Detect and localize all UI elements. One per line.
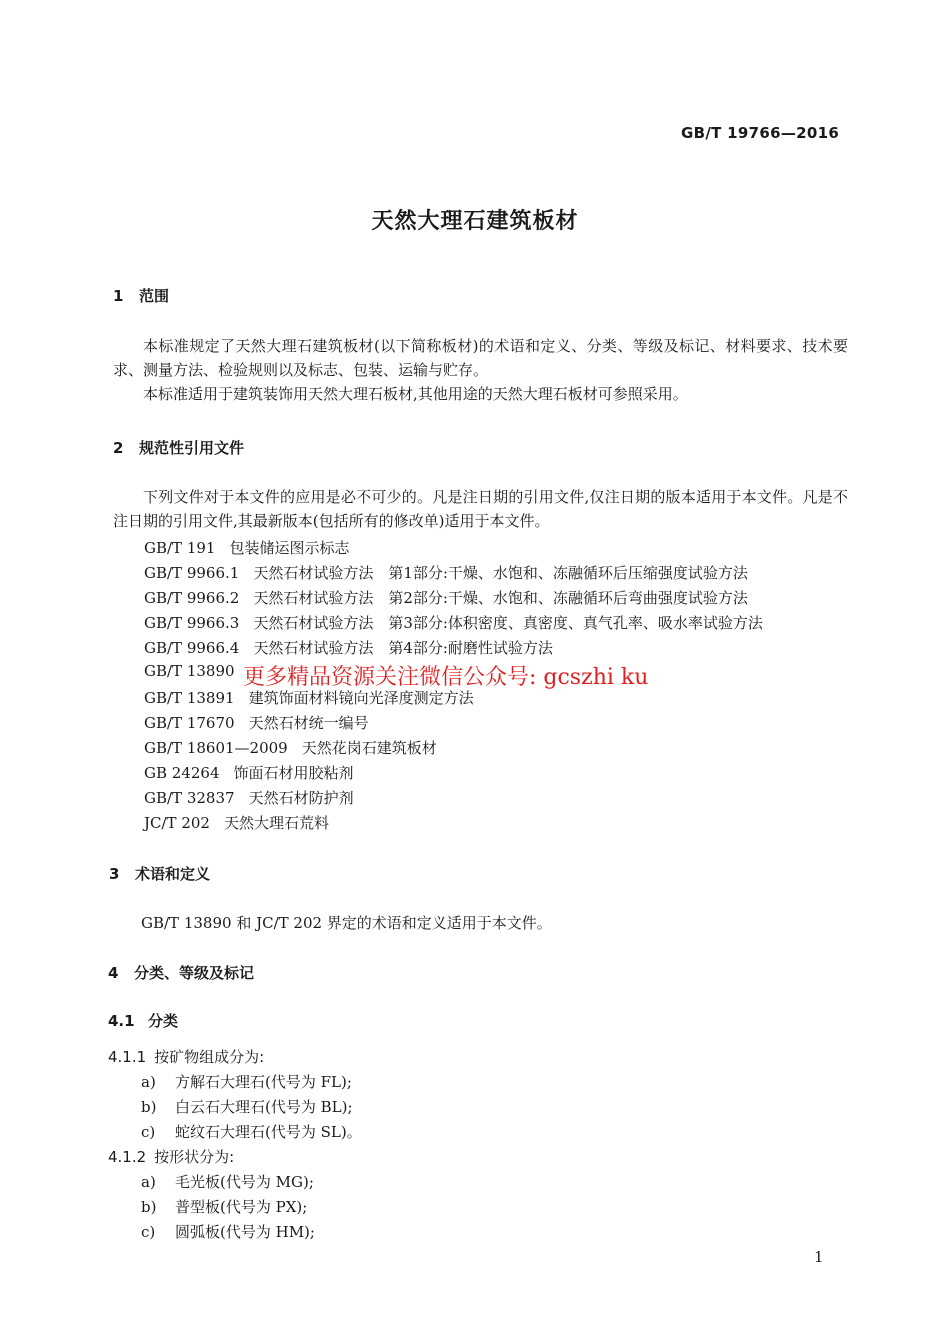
- reference-title: 天然石材防护剂: [248, 789, 354, 807]
- reference-title: 天然石材试验方法 第2部分:干燥、水饱和、冻融循环后弯曲强度试验方法: [253, 589, 748, 607]
- reference-title: 包装储运图示标志: [229, 539, 350, 557]
- clause-number: 4.1.1: [108, 1048, 147, 1066]
- page-number: 1: [814, 1248, 824, 1266]
- clause-4-1-2: [108, 1146, 234, 1167]
- list-text: 圆弧板(代号为 HM);: [175, 1223, 315, 1241]
- list-item: [141, 1096, 353, 1117]
- list-marker: c): [141, 1123, 156, 1141]
- list-marker: a): [141, 1173, 156, 1191]
- reference-item: [144, 537, 349, 558]
- list-marker: a): [141, 1073, 156, 1091]
- section-1-paragraph-1: 本标准规定了天然大理石建筑板材(以下简称板材)的术语和定义、分类、等级及标记、材料要求、技术要求、测量方法、检验规则以及标志、包装、运输与贮存。: [113, 337, 848, 379]
- section-number: 1: [113, 287, 124, 305]
- section-number: 3: [109, 865, 120, 883]
- subsection-title: 分类: [148, 1012, 179, 1030]
- reference-item: [144, 562, 748, 583]
- reference-title: 天然石材试验方法 第4部分:耐磨性试验方法: [253, 639, 553, 657]
- reference-title: 饰面石材用胶粘剂: [233, 764, 354, 782]
- reference-item: [144, 762, 354, 783]
- list-text: 蛇纹石大理石(代号为 SL)。: [175, 1123, 362, 1141]
- reference-item: [144, 812, 329, 833]
- reference-code: GB/T 13891: [144, 689, 235, 707]
- reference-title: 天然石材统一编号: [248, 714, 369, 732]
- list-marker: b): [141, 1098, 157, 1116]
- clause-title: 按矿物组成分为:: [154, 1048, 265, 1066]
- reference-code: GB/T 17670: [144, 714, 235, 732]
- section-2-heading: [113, 437, 244, 458]
- list-marker: b): [141, 1198, 157, 1216]
- list-text: 白云石大理石(代号为 BL);: [175, 1098, 353, 1116]
- reference-item: [144, 787, 354, 808]
- clause-4-1-1: [108, 1046, 264, 1067]
- reference-item: [144, 662, 249, 680]
- section-number: 2: [113, 439, 124, 457]
- reference-item: [144, 737, 437, 758]
- subsection-number: 4.1: [108, 1012, 135, 1030]
- list-item: [141, 1071, 352, 1092]
- list-item: [141, 1196, 307, 1217]
- section-1-paragraph-2: 本标准适用于建筑装饰用天然大理石板材,其他用途的天然大理石板材可参照采用。: [143, 385, 688, 403]
- section-title: 范围: [139, 287, 170, 305]
- reference-code: GB/T 9966.1: [144, 564, 240, 582]
- reference-code: GB/T 18601—2009: [144, 739, 288, 757]
- reference-item: [144, 587, 748, 608]
- reference-title: 天然花岗石建筑板材: [301, 739, 437, 757]
- reference-item: [144, 637, 553, 658]
- list-item: [141, 1121, 362, 1142]
- section-4-heading: [108, 962, 254, 983]
- list-text: 普型板(代号为 PX);: [175, 1198, 308, 1216]
- watermark-text: 更多精品资源关注微信公众号: gcszhi ku: [243, 665, 649, 690]
- reference-title: 天然大理石荒料: [223, 814, 329, 832]
- reference-code: GB 24264: [144, 764, 220, 782]
- section-3-text: GB/T 13890 和 JC/T 202 界定的术语和定义适用于本文件。: [141, 914, 552, 932]
- section-1-heading: [113, 285, 169, 306]
- reference-code: JC/T 202: [144, 814, 210, 832]
- section-title: 规范性引用文件: [139, 439, 245, 457]
- document-title: 天然大理石建筑板材: [371, 209, 579, 234]
- section-number: 4: [108, 964, 119, 982]
- section-title: 分类、等级及标记: [134, 964, 255, 982]
- reference-code: GB/T 32837: [144, 789, 235, 807]
- list-item: [141, 1221, 315, 1242]
- section-title: 术语和定义: [135, 865, 211, 883]
- reference-code: GB/T 9966.3: [144, 614, 240, 632]
- reference-item: [144, 612, 763, 633]
- clause-number: 4.1.2: [108, 1148, 147, 1166]
- reference-item: [144, 712, 369, 733]
- list-text: 方解石大理石(代号为 FL);: [175, 1073, 352, 1091]
- list-text: 毛光板(代号为 MG);: [175, 1173, 314, 1191]
- standard-code: GB/T 19766—2016: [681, 124, 840, 142]
- reference-code: GB/T 191: [144, 539, 216, 557]
- clause-title: 按形状分为:: [154, 1148, 235, 1166]
- reference-code: GB/T 9966.2: [144, 589, 240, 607]
- list-marker: c): [141, 1223, 156, 1241]
- reference-code: GB/T 13890: [144, 662, 235, 680]
- list-item: [141, 1171, 314, 1192]
- section-2-intro: 下列文件对于本文件的应用是必不可少的。凡是注日期的引用文件,仅注日期的版本适用于本文件。凡是不注日期的引用文件,其最新版本(包括所有的修改单)适用于本文件。: [113, 488, 848, 530]
- subsection-4-1-heading: [108, 1010, 178, 1031]
- reference-title: 天然石材试验方法 第3部分:体积密度、真密度、真气孔率、吸水率试验方法: [253, 614, 763, 632]
- section-3-heading: [109, 863, 210, 884]
- reference-code: GB/T 9966.4: [144, 639, 240, 657]
- reference-title: 天然石材试验方法 第1部分:干燥、水饱和、冻融循环后压缩强度试验方法: [253, 564, 748, 582]
- reference-title: 建筑饰面材料镜向光泽度测定方法: [248, 689, 474, 707]
